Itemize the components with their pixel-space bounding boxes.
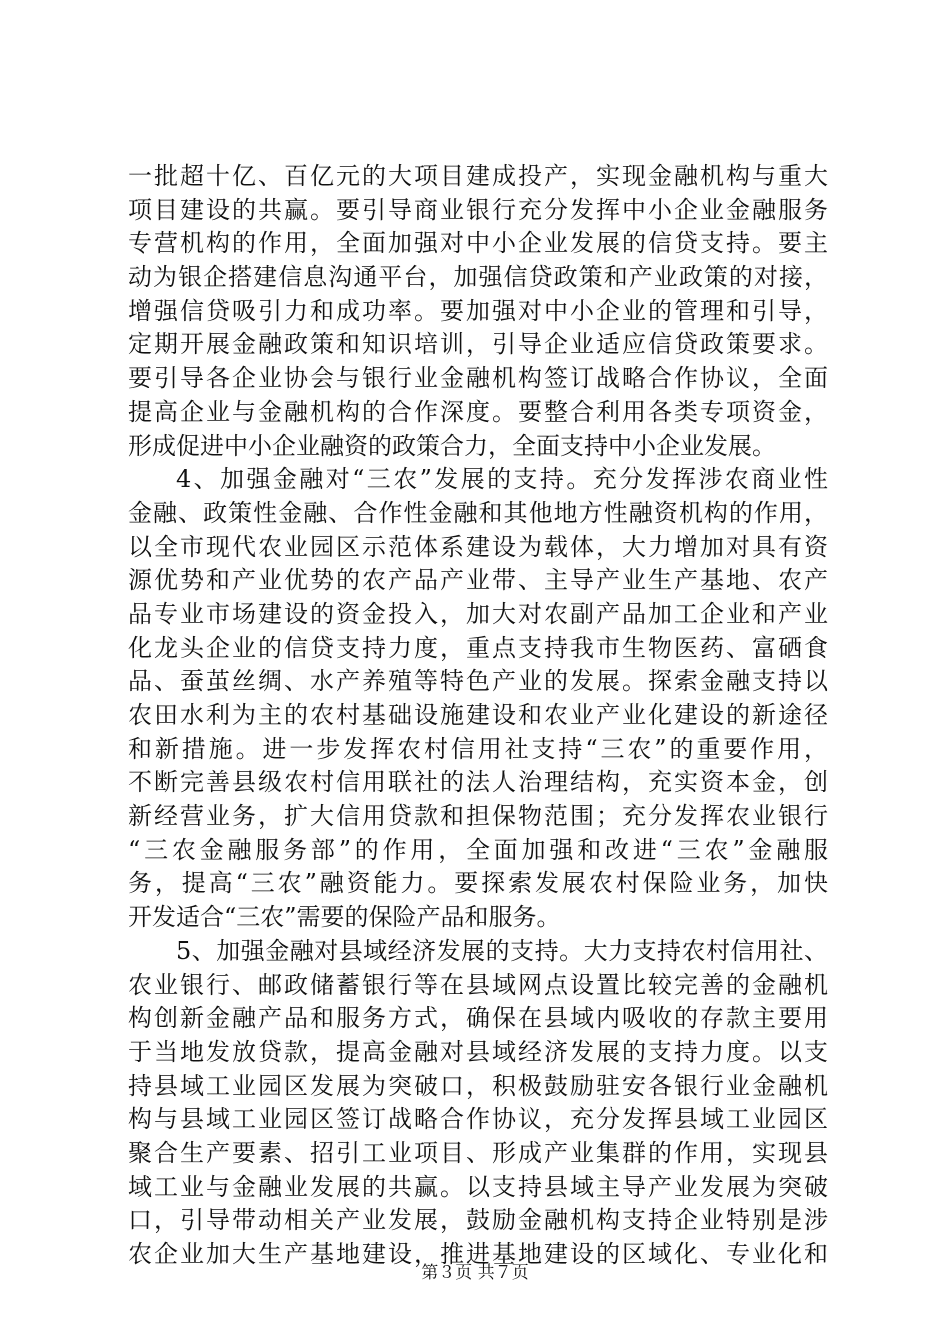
text-line: 持县域工业园区发展为突破口，积极鼓励驻安各银行业金融机 (128, 1071, 828, 1100)
text-line: 定期开展金融政策和知识培训，引导企业适应信贷政策要求。 (128, 330, 828, 359)
text-line: 开发适合“三农”需要的保险产品和服务。 (128, 903, 561, 932)
text-line: 专营机构的作用，全面加强对中小企业发展的信贷支持。要主 (128, 229, 828, 258)
page-number-footer: 第３页 共７页 (421, 1263, 529, 1283)
text-line: 不断完善县级农村信用联社的法人治理结构，充实资本金，创 (128, 768, 828, 797)
text-line: 一批超十亿、百亿元的大项目建成投产，实现金融机构与重大 (128, 162, 828, 190)
text-line: 农田水利为主的农村基础设施建设和农业产业化建设的新途径 (128, 701, 828, 729)
text-line: 农企业加大生产基地建设，推进基地建设的区域化、专业化和 (128, 1240, 828, 1268)
text-line: 要引导各企业协会与银行业金融机构签订战略合作协议，全面 (128, 364, 828, 393)
text-line: 构创新金融产品和服务方式，确保在县域内吸收的存款主要用 (128, 1004, 828, 1033)
text-line: 农业银行、邮政储蓄银行等在县域网点设置比较完善的金融机 (128, 970, 828, 999)
text-line: 聚合生产要素、招引工业项目、形成产业集群的作用，实现县 (128, 1138, 828, 1167)
text-line: 新经营业务，扩大信用贷款和担保物范围；充分发挥农业银行 (128, 802, 828, 831)
text-line: 4、加强金融对“三农”发展的支持。充分发挥涉农商业性 (176, 465, 828, 494)
text-line: 化龙头企业的信贷支持力度，重点支持我市生物医药、富硒食 (128, 633, 828, 662)
text-line: 项目建设的共赢。要引导商业银行充分发挥中小企业金融服务 (128, 195, 828, 224)
text-line: “三农金融服务部”的作用，全面加强和改进“三农”金融服 (128, 835, 828, 864)
text-line: 品、蚕茧丝绸、水产养殖等特色产业的发展。探索金融支持以 (128, 667, 828, 696)
text-line: 源优势和产业优势的农产品产业带、主导产业生产基地、农产 (128, 566, 828, 595)
text-line: 于当地发放贷款，提高金融对县域经济发展的支持力度。以支 (128, 1037, 828, 1066)
text-line: 提高企业与金融机构的合作深度。要整合利用各类专项资金， (128, 397, 828, 426)
text-line: 增强信贷吸引力和成功率。要加强对中小企业的管理和引导， (128, 296, 828, 325)
text-line: 构与县域工业园区签订战略合作协议，充分发挥县域工业园区 (128, 1105, 828, 1134)
text-line: 金融、政策性金融、合作性金融和其他地方性融资机构的作用， (128, 498, 828, 527)
text-line: 品专业市场建设的资金投入，加大对农副产品加工企业和产业 (128, 599, 828, 628)
text-line: 5、加强金融对县域经济发展的支持。大力支持农村信用社、 (176, 936, 828, 965)
body-text (128, 160, 828, 1272)
text-line: 口，引导带动相关产业发展，鼓励金融机构支持企业特别是涉 (128, 1206, 828, 1235)
text-line: 务，提高“三农”融资能力。要探索发展农村保险业务，加快 (128, 869, 828, 898)
text-line: 动为银企搭建信息沟通平台，加强信贷政策和产业政策的对接， (128, 263, 828, 292)
text-line: 以全市现代农业园区示范体系建设为载体，大力增加对具有资 (128, 532, 828, 561)
text-line: 域工业与金融业发展的共赢。以支持县域主导产业发展为突破 (128, 1172, 828, 1201)
text-line: 和新措施。进一步发挥农村信用社支持“三农”的重要作用， (128, 734, 828, 763)
text-line: 形成促进中小企业融资的政策合力，全面支持中小企业发展。 (128, 431, 776, 460)
